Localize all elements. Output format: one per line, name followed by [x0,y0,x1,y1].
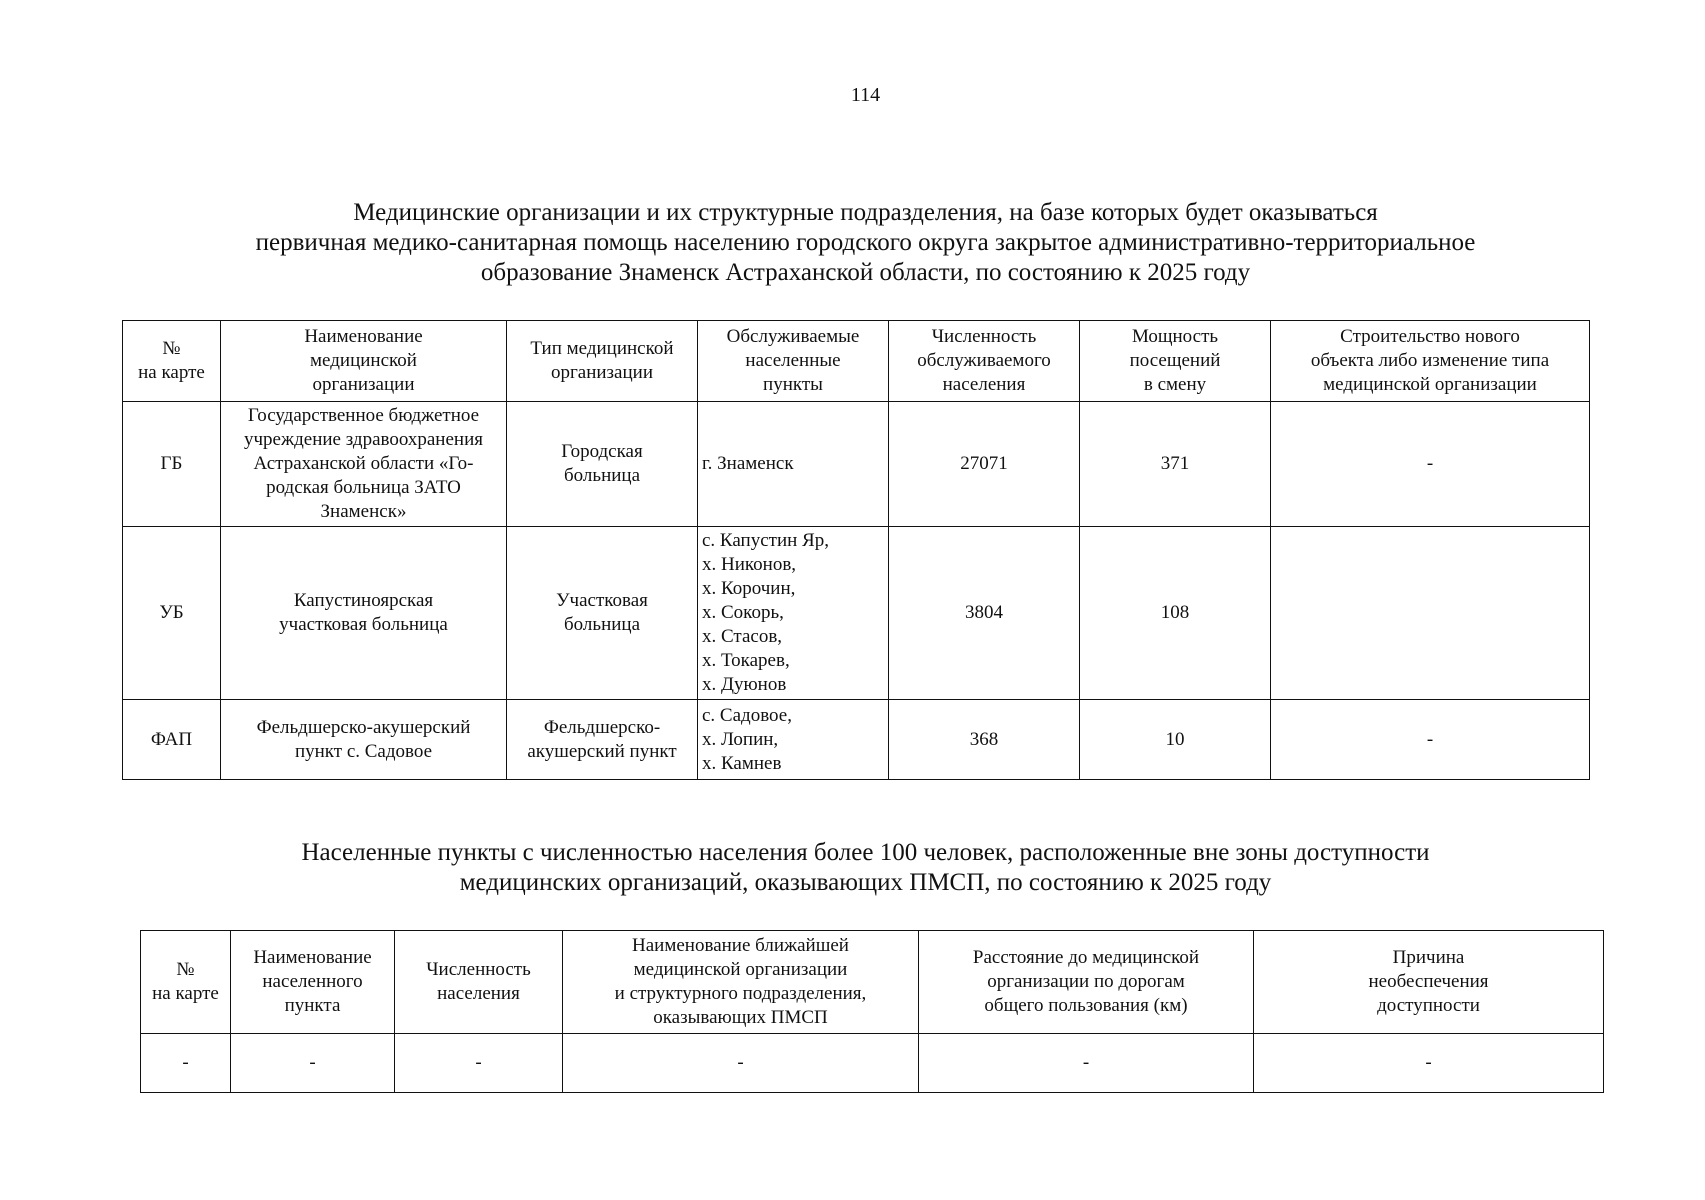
text-line: с. Капустин Яр, [702,530,829,551]
text-line: объекта либо изменение типа [1310,350,1550,371]
organization-name-cell [221,527,507,700]
text-line: № [176,959,195,980]
table-header-row [141,931,1604,1034]
column-header [507,321,698,402]
text-line: Причина [1392,947,1465,968]
population-cell: 27071 [889,402,1080,527]
organization-name-cell [221,402,507,527]
text-line: х. Лопин, [702,728,779,750]
settlements-cell [698,527,889,700]
text-line: Государственное бюджетное [247,405,480,426]
text-line: акушерский пункт [527,740,677,762]
text-line: населения [942,374,1026,395]
table-cell: - [563,1034,919,1093]
text-line: пункта [284,995,341,1016]
text-line: с. Садовое, [702,704,792,726]
text-line: организации [312,374,415,395]
text-line: учреждение здравоохранения [244,429,483,450]
text-line: первичная медико-санитарная помощь населению городского округа закрытое административно-территориальное [255,229,1476,256]
column-header [221,321,507,402]
organization-type-cell [507,527,698,700]
table-cell: - [1254,1034,1604,1093]
settlements-cell [698,700,889,780]
map-code-cell: ГБ [123,402,221,527]
organization-type-cell [507,402,698,527]
text-line: участковая больница [279,614,448,635]
text-line: медицинской организации [1323,374,1537,395]
text-line: необеспечения [1368,971,1489,992]
text-line: родская больница ЗАТО [266,477,461,498]
organization-name-cell [221,700,507,780]
text-line: населенные [745,350,841,371]
text-line: г. Знаменск [702,453,794,474]
text-line: оказывающих ПМСП [653,1007,828,1028]
text-line: х. Токарев, [702,650,790,671]
text-line: Численность [426,959,531,980]
construction-cell: - [1271,402,1590,527]
column-header [395,931,563,1034]
text-line: населенного [262,971,363,992]
text-line: медицинской организации [633,959,848,980]
column-header [698,321,889,402]
text-line: образование Знаменск Астраханской области, по состоянию к 2025 году [480,259,1251,286]
text-line: больница [564,465,640,486]
construction-cell [1271,527,1590,700]
column-header [1271,321,1590,402]
map-code-cell: ФАП [123,700,221,780]
column-header [1254,931,1604,1034]
column-header [919,931,1254,1034]
text-line: х. Дуюнов [702,674,787,695]
text-line: х. Камнев [702,752,782,774]
text-line: х. Никонов, [702,554,797,575]
text-line: Наименование [253,947,372,968]
text-line: пункт с. Садовое [294,740,433,762]
text-line: Капустиноярская [293,590,434,611]
text-line: х. Корочин, [702,578,796,599]
text-line: Медицинские организации и их структурные подразделения, на базе которых будет оказываться [353,199,1378,226]
column-header [123,321,221,402]
table-cell: - [141,1034,231,1093]
capacity-cell: 10 [1080,700,1271,780]
text-line: х. Стасов, [702,626,783,647]
text-line: Фельдшерско-акушерский [256,716,471,738]
table-row [123,700,1590,780]
text-line: № [162,338,181,359]
text-line: Численность [931,326,1037,347]
text-line: Строительство нового [1340,326,1520,347]
text-line: Наименование ближайшей [632,935,849,956]
text-line: Фельдшерско- [543,716,661,738]
population-cell: 368 [889,700,1080,780]
section2-title [150,838,1581,898]
section1-title [150,198,1581,288]
text-line: больница [564,614,640,635]
table-row [141,1034,1604,1093]
table-cell: - [395,1034,563,1093]
text-line: х. Сокорь, [702,602,784,623]
construction-cell: - [1271,700,1590,780]
table-row [123,402,1590,527]
text-line: организации [550,362,653,383]
capacity-cell: 371 [1080,402,1271,527]
table-cell: - [231,1034,395,1093]
text-line: медицинской [310,350,417,371]
map-code-cell: УБ [123,527,221,700]
text-line: Мощность [1131,326,1219,347]
text-line: на карте [138,362,205,383]
column-header [231,931,395,1034]
text-line: населения [437,983,520,1004]
settlements-cell [698,402,889,527]
text-line: Тип медицинской [530,338,674,359]
text-line: Знаменск» [320,501,407,522]
text-line: Населенные пункты с численностью населения более 100 человек, расположенные вне зоны доступности [301,839,1430,866]
text-line: Городская [561,441,643,462]
table-row [123,527,1590,700]
capacity-cell: 108 [1080,527,1271,700]
text-line: Астраханской области «Го- [253,453,474,474]
table-header-row [123,321,1590,402]
text-line: медицинских организаций, оказывающих ПМСП, по состоянию к 2025 году [459,869,1272,896]
column-header [1080,321,1271,402]
page-number: 114 [850,84,881,106]
population-cell: 3804 [889,527,1080,700]
table-cell: - [919,1034,1254,1093]
column-header [563,931,919,1034]
text-line: доступности [1377,995,1480,1016]
text-line: посещений [1129,350,1221,371]
settlements-outside-access-table [140,930,1604,1093]
column-header [141,931,231,1034]
text-line: Наименование [304,326,423,347]
text-line: на карте [152,983,219,1004]
text-line: Участковая [556,590,648,611]
text-line: Обслуживаемые [726,326,860,347]
text-line: в смену [1143,374,1207,395]
organization-type-cell [507,700,698,780]
text-line: и структурного подразделения, [614,983,867,1004]
text-line: Расстояние до медицинской [972,947,1200,968]
medical-organizations-table [122,320,1590,780]
text-line: общего пользования (км) [984,995,1188,1016]
text-line: пункты [763,374,823,395]
column-header [889,321,1080,402]
text-line: обслуживаемого [917,350,1051,371]
text-line: организации по дорогам [987,971,1185,992]
